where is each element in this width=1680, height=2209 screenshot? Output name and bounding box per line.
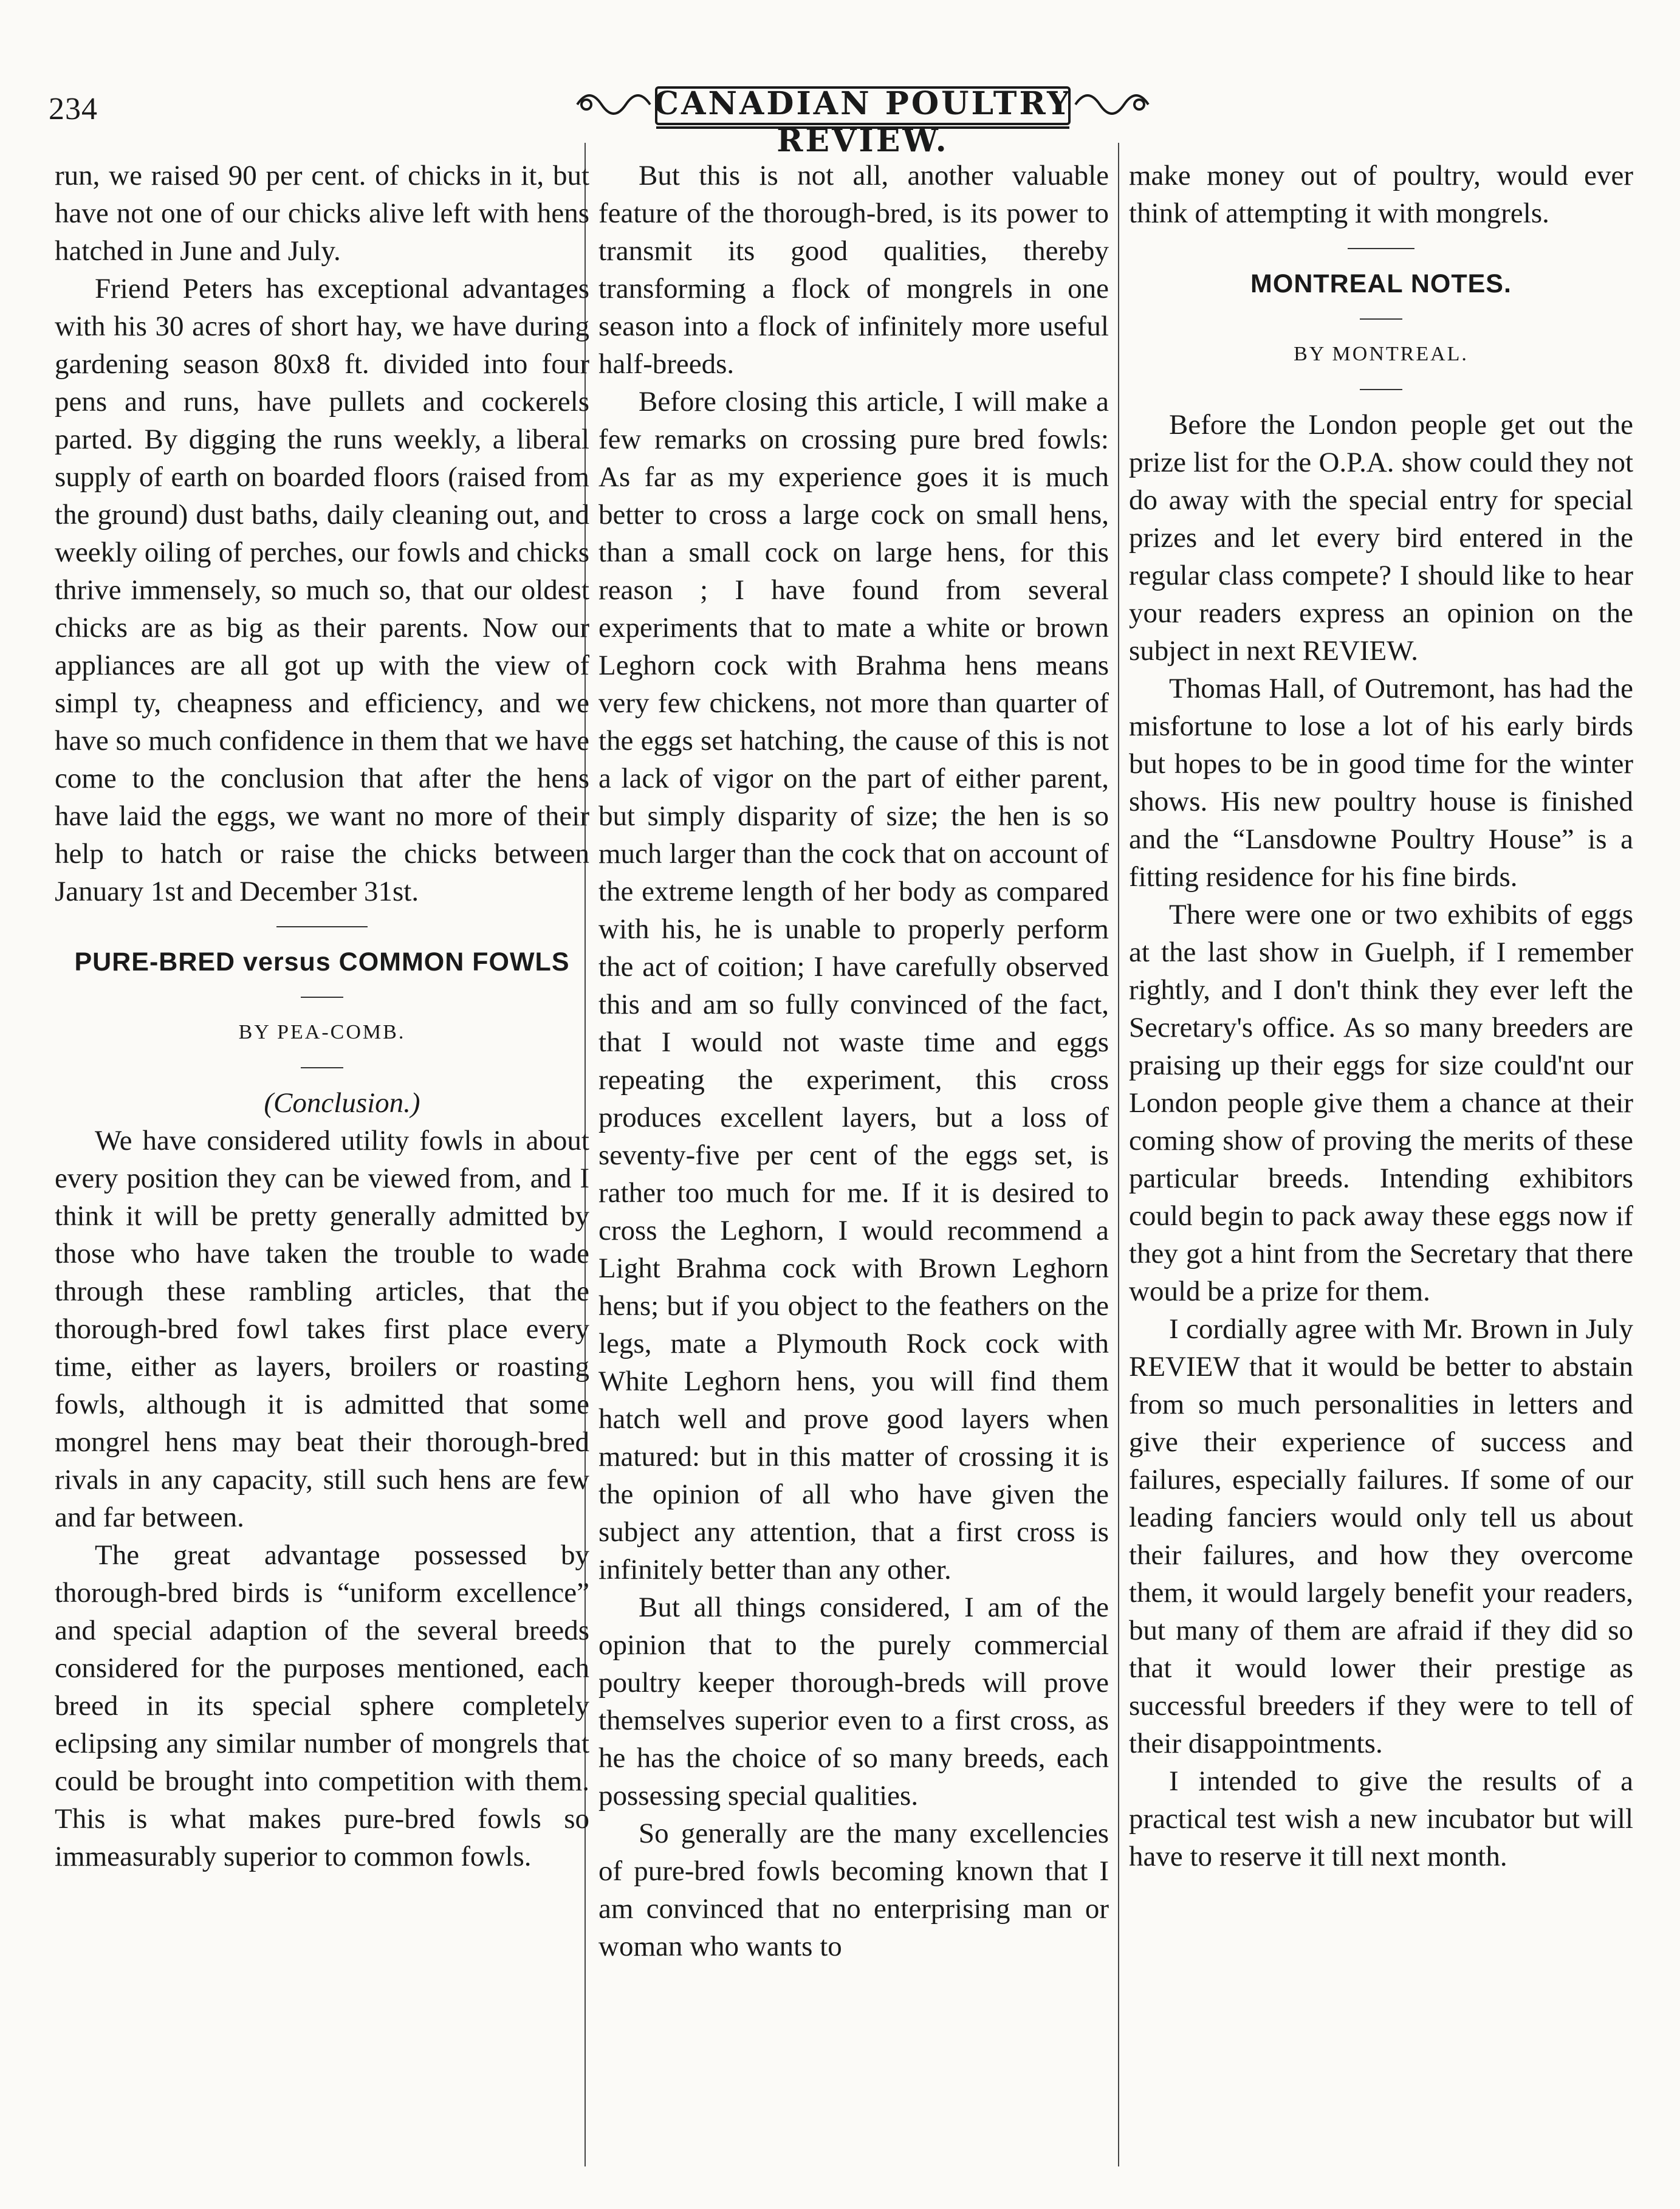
paragraph: make money out of poultry, would ever think of attempting it with mongrels. xyxy=(1129,160,1633,229)
page-number: 234 xyxy=(49,92,98,126)
paragraph: But this is not all, another valuable feature of the thorough-bred, is its power to transmit its good qualities, thereby transforming a flock of mongrels in one season into a flock of infinitely more useful half-breeds. xyxy=(598,160,1109,380)
masthead-title: CANADIAN POULTRY REVIEW. xyxy=(653,85,1072,159)
paragraph: The great advantage possessed by thorough-bred birds is “uniform excellence” and special adaption of the several breeds considered for the purposes mentioned, each breed in its special sphere completely eclipsing any similar number of mongrels that could be brought into competition with them. This is what makes pure-bred fowls so immeasurably superior to common fowls. xyxy=(55,1539,589,1872)
section-rule xyxy=(276,926,368,927)
article-byline: BY MONTREAL. xyxy=(1294,343,1469,365)
column-divider xyxy=(1118,143,1119,2166)
paragraph: But all things considered, I am of the opinion that to the purely commercial poultry keeper thorough-breds will prove themselves superior even to a first cross, as he has the choice of so many breeds, each possessing special qualities. xyxy=(598,1592,1109,1812)
paragraph: Before the London people get out the prize list for the O.P.A. show could they not do away with the special entry for special prizes and let every bird entered in the regular class compete? I should like to hear your readers express an opinion on the subject in next REVIEW. xyxy=(1129,409,1633,667)
column-3 xyxy=(1129,157,1633,1875)
paragraph: There were one or two exhibits of eggs at the last show in Guelph, if I remember rightly, and I don't think they ever left the Secretary's office. As so many breeders are praising up their eggs for size could'nt our London people give them a chance at their coming show of proving the merits of these particular breeds. Intending exhibitors could begin to pack away these eggs now if they got a hint from the Secretary that there would be a prize for them. xyxy=(1129,899,1633,1307)
article-title: MONTREAL NOTES. xyxy=(1250,269,1512,298)
section-rule xyxy=(301,997,343,998)
paragraph: run, we raised 90 per cent. of chicks in it, but have not one of our chicks alive left with hens hatched in June and July. xyxy=(55,160,589,267)
paragraph: I cordially agree with Mr. Brown in July REVIEW that it would be better to abstain from so much personalities in letters and give their experience of success and failures, especially failures. If some of our leading fanciers would only tell us about their failures, and how they overcome them, it would largely benefit your readers, but many of them are afraid if they did so that it would lower their prestige as successful breeders if they were to tell of their disappointments. xyxy=(1129,1313,1633,1759)
paragraph: I intended to give the results of a practical test wish a new incubator but will have to reserve it till next month. xyxy=(1129,1765,1633,1872)
section-rule xyxy=(1360,318,1402,320)
masthead xyxy=(571,74,1154,159)
paragraph: Before closing this article, I will make a few remarks on crossing pure bred fowls: As far as my experience goes it is much better to cross a large cock on small hens, than a small cock on large hens, for this reason ; I have found from several experiments that to mate a white or brown Leghorn cock with Brahma hens means very few chickens, not more than quarter of the eggs set hatching, the cause of this is not a lack of vigor on the part of either parent, but simply disparity of size; the hen is so much larger than the cock that on account of the extreme length of her body as compared with his, he is unable to properly perform the act of coition; I have carefully observed this and am so fully convinced of the fact, that I would not waste time and eggs repeating the experiment, this cross produces excellent layers, but a loss of seventy-five per cent of the eggs set, is rather too much for me. If it is desired to cross the Leghorn, I would recommend a Light Brahma cock with Brown Leghorn hens; but if you object to the feathers on the legs, mate a Plymouth Rock cock with White Leghorn hens, you will find them hatch well and prove good layers when matured: but in this matter of crossing it is the opinion of all who have given the subject any attention, that a first cross is infinitely better than any other. xyxy=(598,386,1109,1585)
paragraph: Thomas Hall, of Outremont, has had the misfortune to lose a lot of his early birds but hopes to be in good time for the winter shows. His new poultry house is finished and the “Lansdowne Poultry House” is a fitting residence for his fine birds. xyxy=(1129,673,1633,893)
article-title: PURE-BRED versus COMMON FOWLS xyxy=(74,947,570,977)
section-rule xyxy=(1348,248,1414,249)
paragraph: We have considered utility fowls in about every position they can be viewed from, and I think it will be pretty generally admitted by those who have taken the trouble to wade through these rambling articles, that the thorough-bred fowl takes first place every time, either as layers, broilers or roasting fowls, although it is admitted that some mongrel hens may beat their thorough-bred rivals in any capacity, still such hens are few and far between. xyxy=(55,1125,589,1533)
paragraph: So generally are the many excellencies of pure-bred fowls becoming known that I am convinced that no enterprising man or woman who wants to xyxy=(598,1818,1109,1962)
section-rule xyxy=(301,1067,343,1068)
column-1 xyxy=(55,157,589,1875)
article-byline: BY PEA-COMB. xyxy=(238,1021,406,1043)
column-2 xyxy=(598,157,1109,1965)
paragraph: Friend Peters has exceptional advantages with his 30 acres of short hay, we have during gardening season 80x8 ft. divided into four pens and runs, have pullets and cockerels parted. By digging the runs weekly, a liberal supply of earth on boarded floors (raised from the ground) dust baths, daily cleaning out, and weekly oiling of perches, our fowls and chicks thrive immensely, so much so, that our oldest chicks are as big as their parents. Now our appliances are all got up with the view of simpl ty, cheapness and efficiency, and we have so much confidence in them that we have come to the conclusion that after the hens have laid the eggs, we want no more of their help to hatch or raise the chicks between January 1st and December 31st. xyxy=(55,273,589,907)
article-subhead: (Conclusion.) xyxy=(264,1087,420,1119)
section-rule xyxy=(1360,389,1402,390)
